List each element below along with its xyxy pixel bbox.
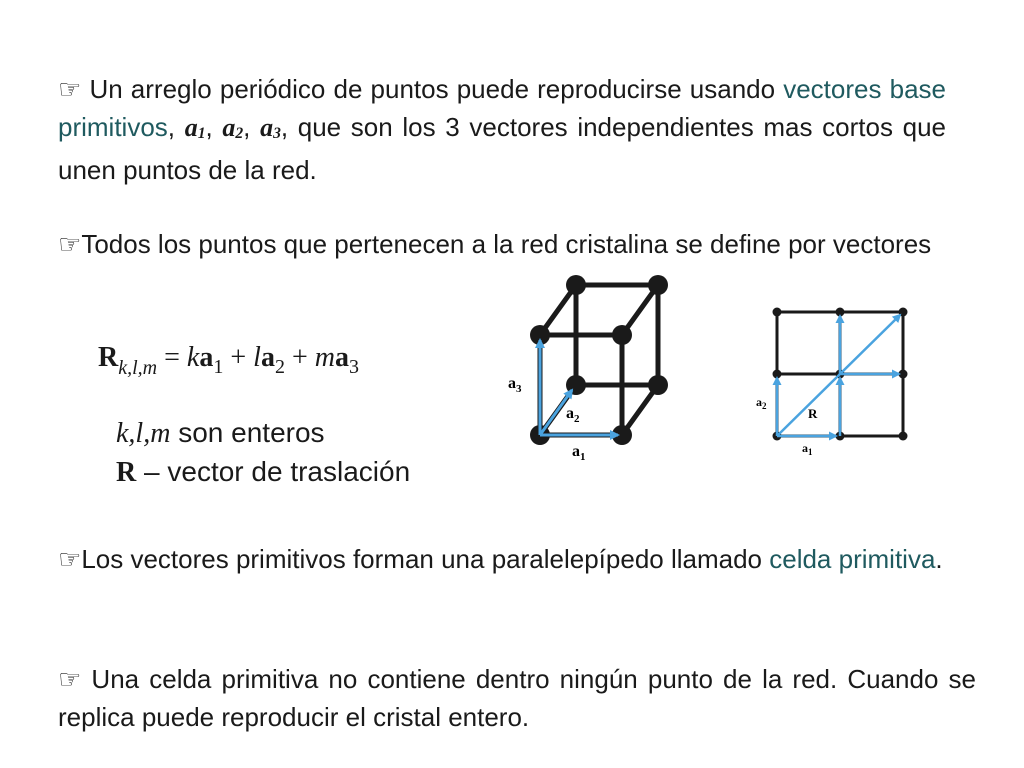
cube-label-a1: $a_1$ [572, 443, 586, 463]
paragraph-primitive-vectors: ☞ Un arreglo periódico de puntos puede reproducirse usando vectores base primitivos, $a_1$, $a_2$, $a_3$, que son los 3 vectores independientes mas cortos que unen puntos de la red. [58, 74, 946, 185]
grid-label-a1: $a_1$ [802, 441, 813, 457]
pointing-hand-icon: ☞ [58, 544, 82, 574]
pointing-hand-icon: ☞ [58, 664, 82, 694]
grid-label-R: R [808, 406, 818, 421]
grid-label-a2: $a_2$ [756, 395, 767, 411]
cube-label-a3: $a_3$ [508, 375, 522, 395]
cube-label-a2: $a_2$ [566, 405, 580, 425]
pointing-hand-icon: ☞ [58, 229, 82, 259]
paragraph-primitive-cell-property: ☞ Una celda primitiva no contiene dentro ningún punto de la red. Cuando se replica puede reproducir el cristal entero. [58, 664, 976, 732]
vector-a1: $a_1$ [184, 113, 206, 143]
translation-vector-note: R – vector de traslación [116, 456, 411, 488]
cube-lattice-figure [500, 270, 690, 470]
pointing-hand-icon: ☞ [58, 74, 82, 104]
paragraph-primitive-cell: ☞Los vectores primitivos forman una paralelepípedo llamado celda primitiva. [58, 544, 943, 574]
vector-a3: $a_3$ [260, 113, 281, 143]
highlight-primitive-cell: celda primitiva [769, 544, 936, 574]
highlight-primitive-vectors: vectores base primitivos [58, 74, 946, 142]
paragraph-lattice-vectors: ☞Todos los puntos que pertenecen a la red cristalina se define por vectores [58, 229, 932, 259]
integers-note: k,l,m son enteros [116, 417, 325, 449]
square-lattice-figure [750, 300, 920, 465]
vector-a2: $a_2$ [222, 113, 244, 143]
translation-vector-formula: $R_{k,l,m} = ka_1 + la_2 + ma_3$ [98, 342, 359, 379]
